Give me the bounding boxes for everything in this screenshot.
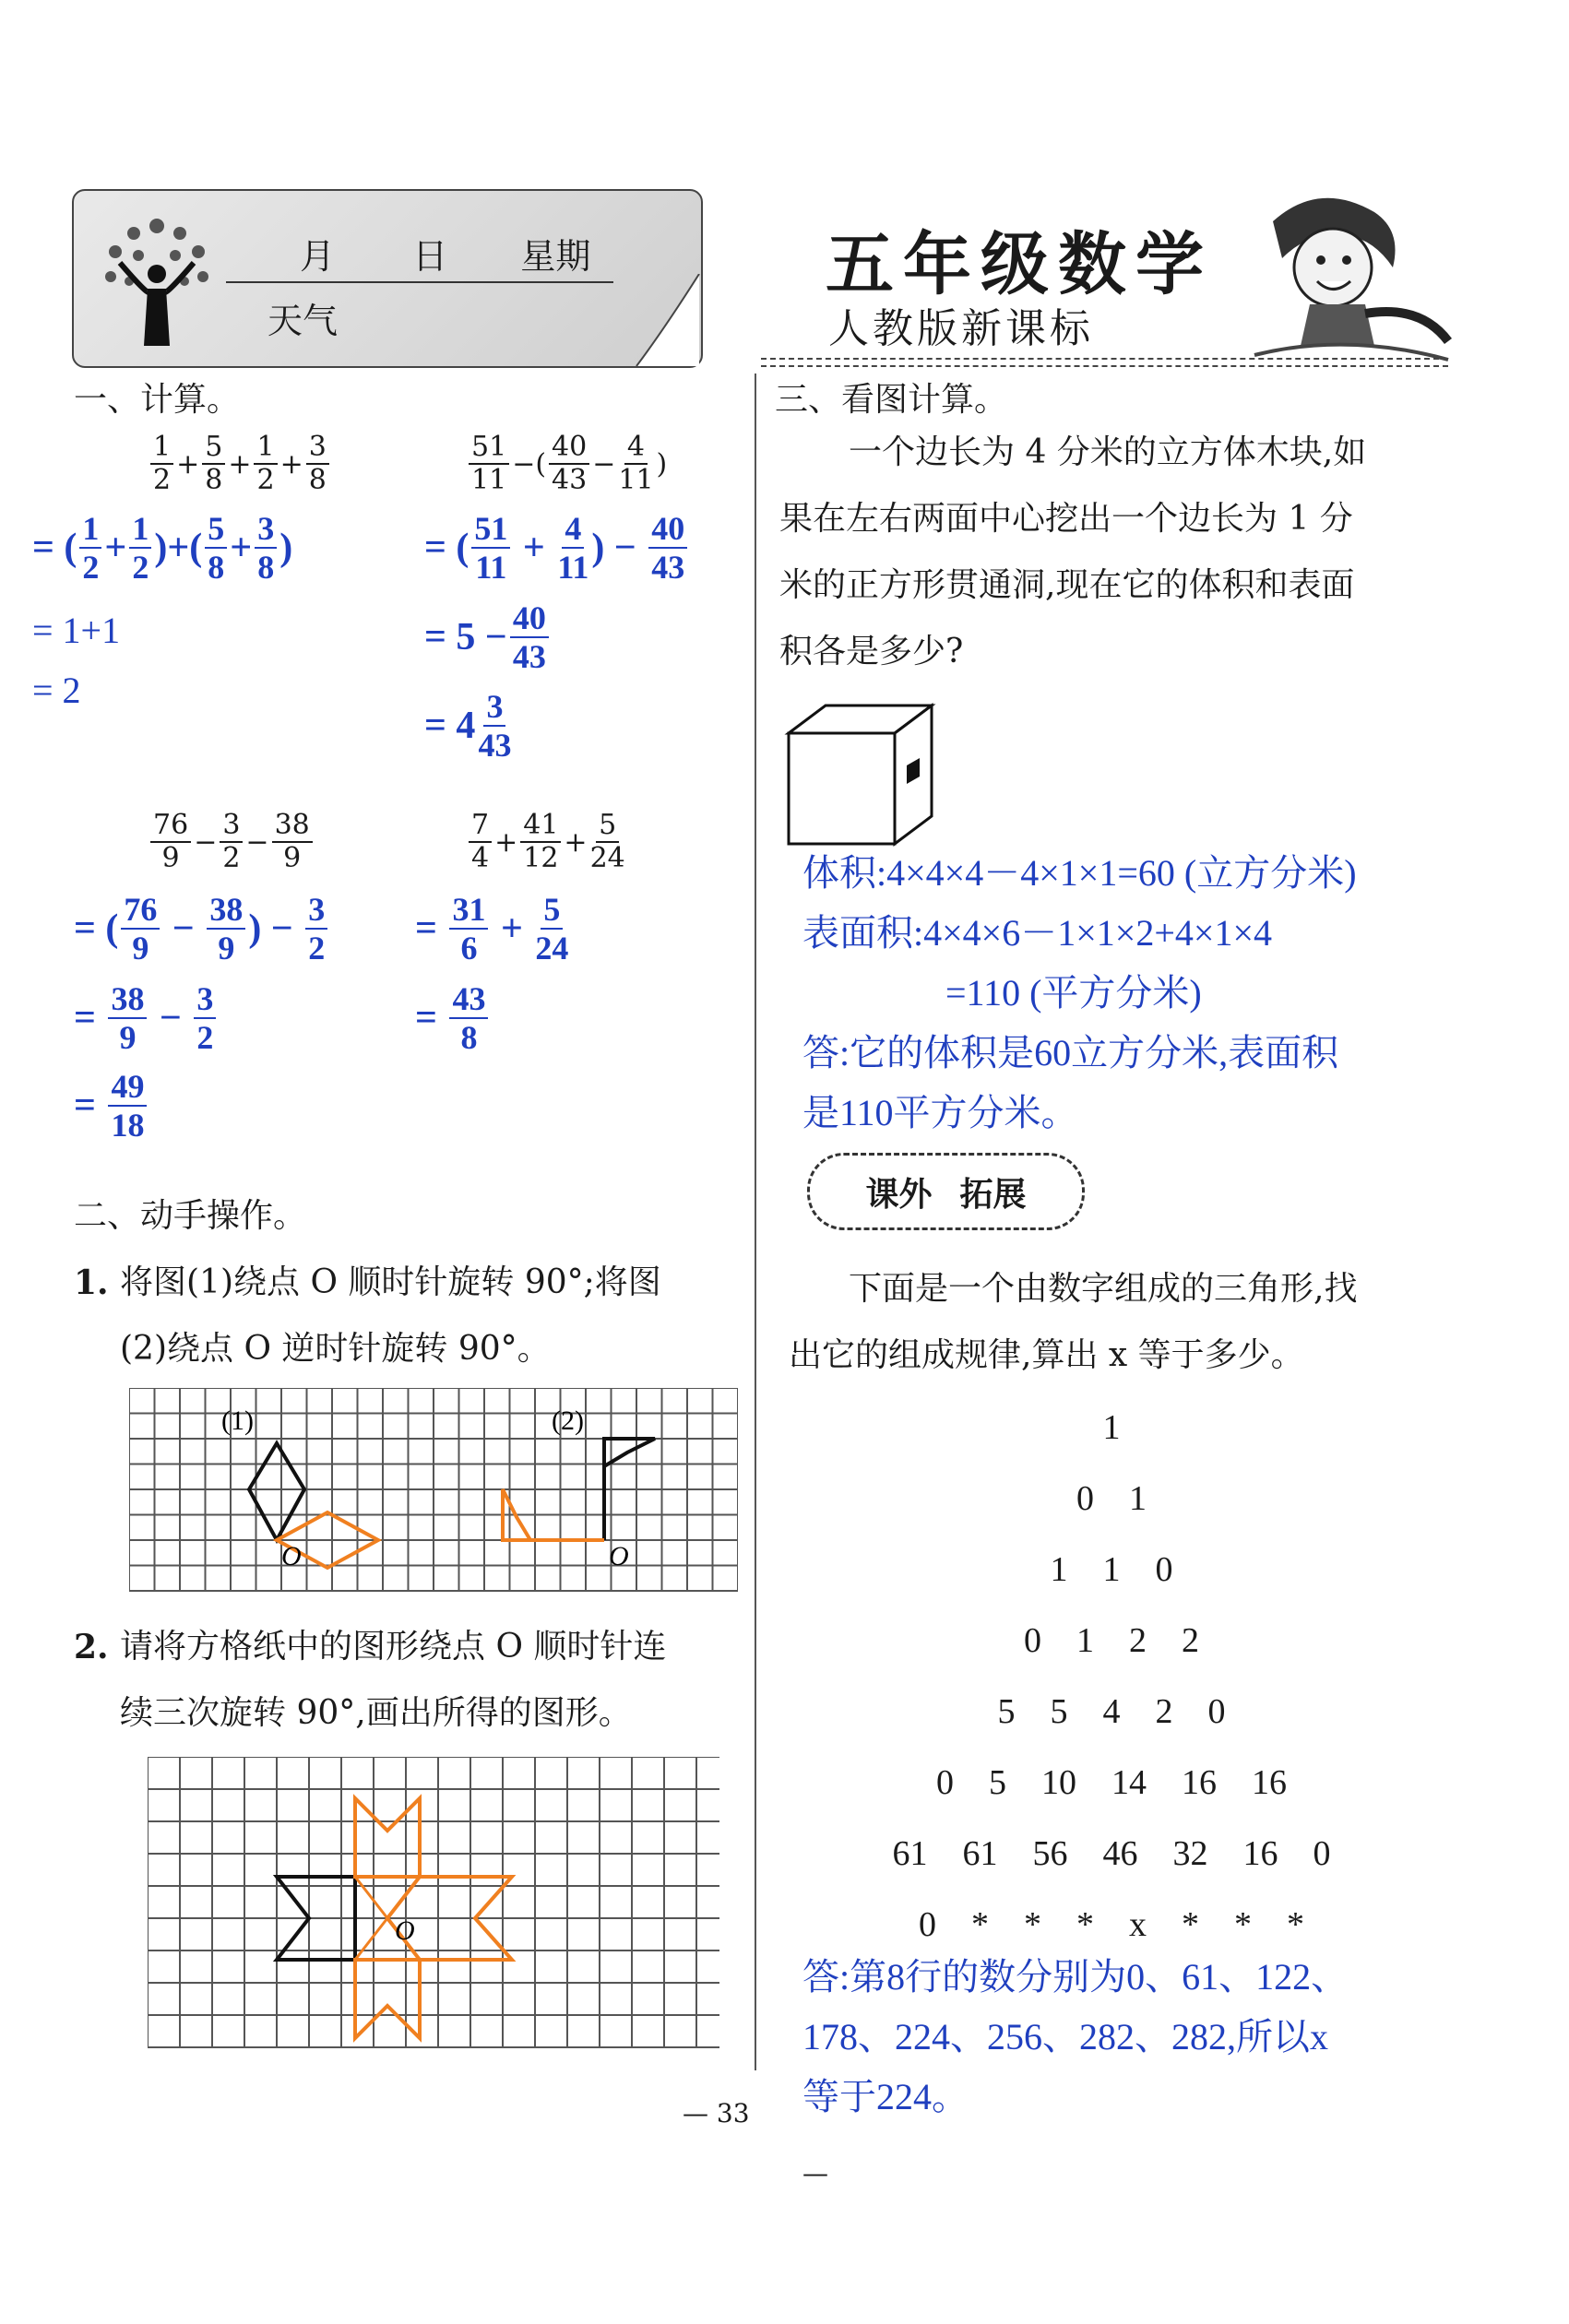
q2-number: 2. xyxy=(74,1628,109,1666)
ext-answer3: 等于224。 xyxy=(802,2076,969,2117)
q1-line1: 将图(1)绕点 O 顺时针旋转 90°;将图 xyxy=(120,1263,661,1301)
surface-result: =110 (平方分米) xyxy=(945,972,1202,1014)
section3-title: 三、看图计算。 xyxy=(775,381,1008,419)
cartoon-boy-icon xyxy=(1236,184,1457,369)
fig-rotated-90 xyxy=(355,1798,420,1877)
footer-dash: — xyxy=(802,2158,828,2188)
triangle-row: 1 xyxy=(1102,1408,1121,1447)
s3-line1: 一个边长为 4 分米的立方体木块,如 xyxy=(849,433,1367,471)
problem1-step3: = 2 xyxy=(32,670,81,711)
triangle-row: 0 * * * x * * * xyxy=(919,1905,1304,1944)
fig1-label: (1) xyxy=(221,1405,254,1436)
column-divider xyxy=(755,374,756,2070)
fig-rotated-270 xyxy=(355,1960,420,2038)
problem1-step2: = 1+1 xyxy=(32,610,121,651)
triangle-row: 0 5 10 14 16 16 xyxy=(936,1763,1287,1802)
problem3-step3: = $\frac{49}{18}$ xyxy=(74,1070,149,1142)
weather-label: 天气 xyxy=(267,301,339,341)
book-subtitle: 人教版新课标 xyxy=(828,305,1094,352)
problem4-question: $\frac{7}{4}$ + $\frac{41}{12}$ + $\frac{5}{24}$ xyxy=(466,812,628,872)
q1-line2: (2)绕点 O 逆时针旋转 90°。 xyxy=(120,1330,551,1368)
header-wave-rule xyxy=(761,358,1448,367)
badge-text-b: 拓展 xyxy=(959,1175,1027,1214)
ext-answer2: 178、224、256、282、282,所以x xyxy=(802,2016,1328,2057)
cube-figure xyxy=(784,701,945,848)
triangle-row: 5 5 4 2 0 xyxy=(997,1692,1226,1731)
section1-title: 一、计算。 xyxy=(74,381,241,419)
problem1-question: $\frac{1}{2}$ + $\frac{5}{8}$ + $\frac{1}{2}$ + $\frac{3}{8}$ xyxy=(148,433,332,494)
triangle-row: 61 61 56 46 32 16 0 xyxy=(892,1834,1331,1873)
q2-line1: 请将方格纸中的图形绕点 O 顺时针连 xyxy=(120,1628,667,1666)
problem4-step2: = $\frac{43}{8}$ xyxy=(415,982,491,1054)
number-triangle xyxy=(775,1393,1448,1961)
q1-number: 1. xyxy=(74,1263,109,1302)
rotation-grid-1 xyxy=(129,1388,738,1595)
problem3-question: $\frac{76}{9}$ − $\frac{3}{2}$ − $\frac{38}{9}$ xyxy=(148,812,315,872)
ext-answer1: 答:第8行的数分别为0、61、122、 xyxy=(802,1956,1349,1998)
problem1-step1: = ( $\frac{1}{2}$ + $\frac{1}{2}$ )+( $\frac{5}{8}$ + $\frac{3}{8}$ ) xyxy=(32,510,293,586)
s3-line4: 积各是多少? xyxy=(779,633,964,670)
extension-badge xyxy=(807,1153,1085,1230)
month-label: 月 xyxy=(300,236,336,277)
triangle-row: 0 1 2 2 xyxy=(1024,1621,1199,1660)
surface-calc: 表面积:4×4×6－1×1×2+4×1×4 xyxy=(802,912,1273,954)
fig1-original xyxy=(249,1443,304,1540)
ext-line1: 下面是一个由数字组成的三角形,找 xyxy=(849,1270,1358,1308)
section2-title: 二、动手操作。 xyxy=(74,1197,307,1235)
ext-line2: 出它的组成规律,算出 x 等于多少。 xyxy=(789,1336,1304,1374)
s3-answer1: 答:它的体积是60立方分米,表面积 xyxy=(802,1032,1339,1073)
page-curl-icon xyxy=(627,274,701,366)
s3-answer2: 是110平方分米。 xyxy=(802,1092,1078,1133)
triangle-row: 1 1 0 xyxy=(1050,1550,1173,1589)
volume-calc: 体积:4×4×4－4×1×1=60 (立方分米) xyxy=(802,852,1357,894)
tree-person-icon xyxy=(92,208,221,355)
q2-line2: 续三次旋转 90°,画出所得的图形。 xyxy=(120,1694,632,1732)
problem3-step1: = ( $\frac{76}{9}$ − $\frac{38}{9}$ ) − $\frac{3}{2}$ xyxy=(74,893,330,965)
date-weather-box xyxy=(72,189,703,368)
fig2-label: (2) xyxy=(552,1405,584,1436)
problem2-step3: = 4 $\frac{3}{43}$ xyxy=(424,688,512,764)
problem2-question: $\frac{51}{11}$ −( $\frac{40}{43}$ − $\frac{4}{11}$ ) xyxy=(466,433,667,494)
fig2-point-o: O xyxy=(609,1541,629,1571)
s3-line2: 果在左右两面中心挖出一个边长为 1 分 xyxy=(779,500,1353,538)
day-label: 日 xyxy=(412,236,448,277)
book-title: 五年级数学 xyxy=(826,225,1213,304)
problem2-step1: = ( $\frac{51}{11}$ + $\frac{4}{11}$ ) − $\frac{40}{43}$ xyxy=(424,512,690,584)
s3-line3: 米的正方形贯通洞,现在它的体积和表面 xyxy=(779,566,1355,604)
problem2-step2: = 5 − $\frac{40}{43}$ xyxy=(424,601,552,673)
weekday-label: 星期 xyxy=(520,236,591,277)
header-rule xyxy=(226,281,613,283)
badge-text-a: 课外 xyxy=(865,1175,933,1214)
problem4-step1: = $\frac{31}{6}$ + $\frac{5}{24}$ xyxy=(415,891,569,966)
fig1-point-o: O xyxy=(281,1541,302,1571)
date-row xyxy=(300,228,590,279)
problem3-step2: = $\frac{38}{9}$ − $\frac{3}{2}$ xyxy=(74,982,219,1054)
rotation-grid-2 xyxy=(148,1757,724,2052)
page-number: — 33 xyxy=(683,2098,750,2128)
grid2-point-o: O xyxy=(395,1915,415,1946)
triangle-row: 0 1 xyxy=(1076,1479,1147,1518)
